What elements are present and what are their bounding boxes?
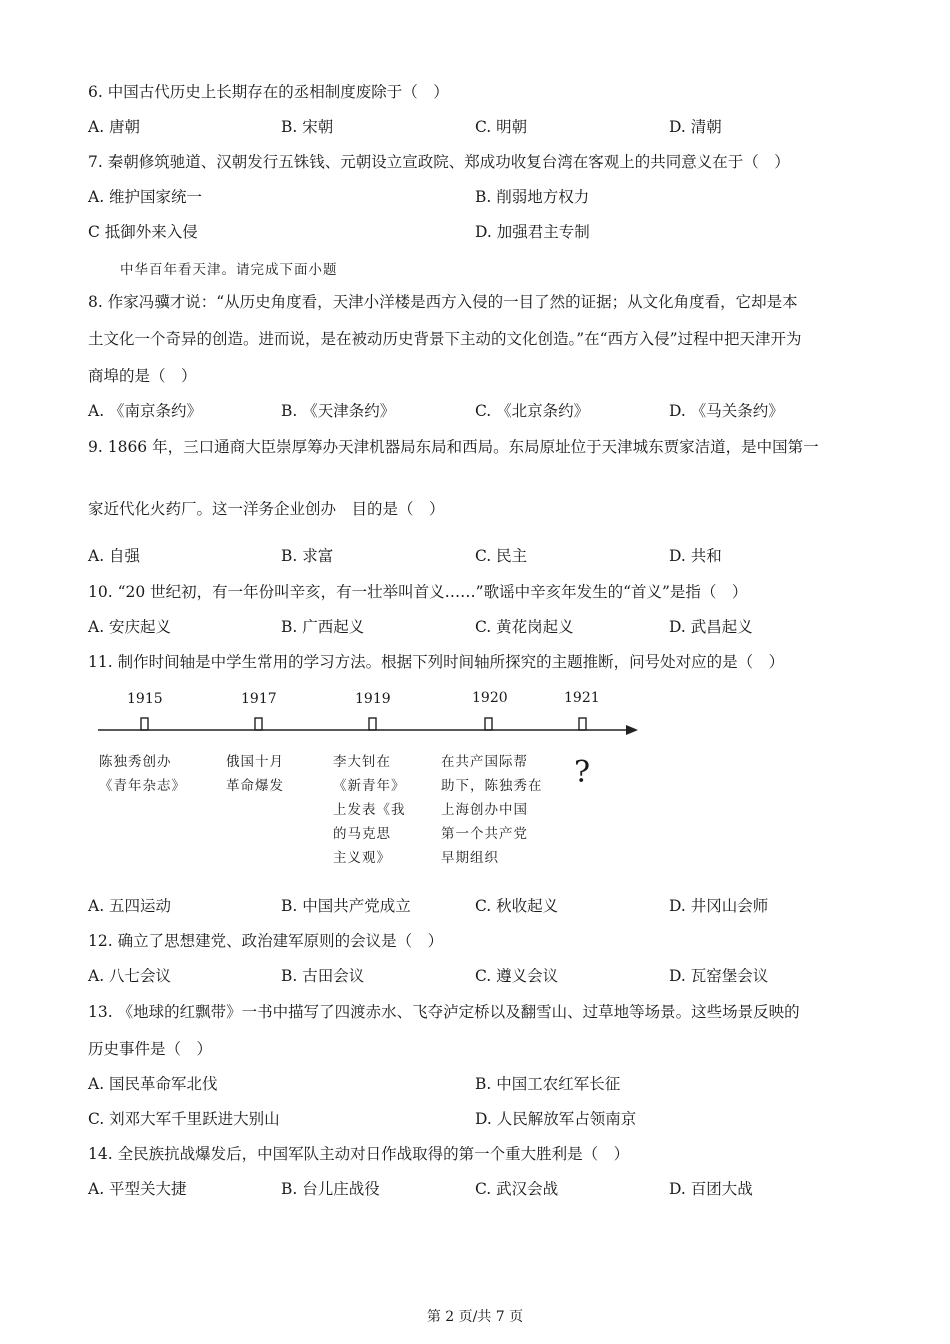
q14-option-c: C. 武汉会战 bbox=[475, 1180, 559, 1198]
timeline-tick-1921 bbox=[579, 718, 586, 730]
timeline-year-1917: 1917 bbox=[241, 691, 277, 707]
q8-stem-line-1: 8. 作家冯骥才说：“从历史角度看，天津小洋楼是西方入侵的一目了然的证据；从文化角度看，它却是本 bbox=[88, 293, 798, 311]
q8-stem-line-3: 商埠的是（ ） bbox=[88, 367, 197, 385]
q9-option-a: A. 自强 bbox=[88, 547, 141, 565]
q6-option-b: B. 宋朝 bbox=[281, 118, 334, 136]
q12-option-d: D. 瓦窑堡会议 bbox=[669, 967, 769, 985]
timeline-question-mark: ? bbox=[574, 755, 591, 790]
q14-stem: 14. 全民族抗战爆发后，中国军队主动对日作战取得的第一个重大胜利是（ ） bbox=[88, 1145, 630, 1163]
q7-stem: 7. 秦朝修筑驰道、汉朝发行五铢钱、元朝设立宣政院、郑成功收复台湾在客观上的共同意义在于（ ） bbox=[88, 153, 790, 171]
q9-option-d: D. 共和 bbox=[669, 547, 722, 565]
q13-option-b: B. 中国工农红军长征 bbox=[475, 1075, 621, 1093]
q6-option-c: C. 明朝 bbox=[475, 118, 528, 136]
timeline-event-1915: 陈独秀创办 《青年杂志》 bbox=[99, 754, 186, 794]
q11-option-c: C. 秋收起义 bbox=[475, 897, 559, 915]
timeline-tick-1915 bbox=[141, 718, 148, 730]
q13-option-a: A. 国民革命军北伐 bbox=[88, 1075, 218, 1093]
q8-option-d: D. 《马关条约》 bbox=[669, 402, 784, 420]
timeline-year-1919: 1919 bbox=[355, 691, 391, 707]
q12-option-a: A. 八七会议 bbox=[88, 967, 172, 985]
q14-option-b: B. 台儿庄战役 bbox=[281, 1180, 380, 1198]
q6-option-a: A. 唐朝 bbox=[88, 118, 141, 136]
q8-option-a: A. 《南京条约》 bbox=[88, 402, 203, 420]
q12-option-c: C. 遵义会议 bbox=[475, 967, 559, 985]
q13-option-c: C. 刘邓大军千里跃进大别山 bbox=[88, 1110, 280, 1128]
q10-stem: 10. “20 世纪初，有一年份叫辛亥，有一壮举叫首义……”歌谣中辛亥年发生的“首义”是指（ ） bbox=[88, 583, 748, 601]
q10-option-d: D. 武昌起义 bbox=[669, 618, 753, 636]
timeline-year-1915: 1915 bbox=[127, 691, 163, 707]
q6-option-d: D. 清朝 bbox=[669, 118, 722, 136]
q12-stem: 12. 确立了思想建党、政治建军原则的会议是（ ） bbox=[88, 932, 444, 950]
page-footer: 第 2 页/共 7 页 bbox=[426, 1309, 524, 1325]
q10-option-b: B. 广西起义 bbox=[281, 618, 365, 636]
q7-option-a: A. 维护国家统一 bbox=[88, 188, 203, 206]
q13-stem-line-2: 历史事件是（ ） bbox=[88, 1040, 213, 1058]
q11-option-d: D. 井冈山会师 bbox=[669, 897, 769, 915]
q10-option-a: A. 安庆起义 bbox=[88, 618, 172, 636]
q7-option-d: D. 加强君主专制 bbox=[475, 223, 590, 241]
q8-option-b: B. 《天津条约》 bbox=[281, 402, 396, 420]
timeline-tick-1920 bbox=[485, 718, 492, 730]
timeline-year-1920: 1920 bbox=[472, 690, 508, 706]
section-heading: 中华百年看天津。请完成下面小题 bbox=[120, 262, 338, 278]
q12-option-b: B. 古田会议 bbox=[281, 967, 365, 985]
timeline-event-1919: 李大钊在 《新青年》 上发表《我 的马克思 主义观》 bbox=[333, 754, 406, 866]
q14-option-a: A. 平型关大捷 bbox=[88, 1180, 187, 1198]
q8-stem-line-2: 土文化一个奇异的创造。进而说，是在被动历史背景下主动的文化创造。”在“西方入侵”过程中把天津开为 bbox=[88, 330, 802, 348]
q7-option-b: B. 削弱地方权力 bbox=[475, 188, 590, 206]
q7-option-c: C 抵御外来入侵 bbox=[88, 223, 198, 241]
timeline-year-1921: 1921 bbox=[564, 690, 600, 706]
q9-stem-line-1: 9. 1866 年，三口通商大臣崇厚筹办天津机器局东局和西局。东局原址位于天津城东贾家洁道，是中国第一 bbox=[88, 438, 819, 456]
q9-option-c: C. 民主 bbox=[475, 547, 528, 565]
q11-stem: 11. 制作时间轴是中学生常用的学习方法。根据下列时间轴所探究的主题推断，问号处对应的是（ ） bbox=[88, 653, 785, 671]
q8-option-c: C. 《北京条约》 bbox=[475, 402, 590, 420]
q9-stem-line-2: 家近代化火药厂。这一洋务企业创办 目的是（ ） bbox=[88, 500, 445, 518]
timeline-tick-1917 bbox=[255, 718, 262, 730]
q11-option-b: B. 中国共产党成立 bbox=[281, 897, 411, 915]
q9-option-b: B. 求富 bbox=[281, 547, 334, 565]
q11-option-a: A. 五四运动 bbox=[88, 897, 172, 915]
q10-option-c: C. 黄花岗起义 bbox=[475, 618, 574, 636]
timeline-event-1917: 俄国十月 革命爆发 bbox=[226, 754, 284, 794]
q6-stem: 6. 中国古代历史上长期存在的丞相制度废除于（ ） bbox=[88, 83, 449, 101]
q13-option-d: D. 人民解放军占领南京 bbox=[475, 1110, 637, 1128]
timeline-tick-1919 bbox=[369, 718, 376, 730]
q14-option-d: D. 百团大战 bbox=[669, 1180, 753, 1198]
q13-stem-line-1: 13. 《地球的红飘带》一书中描写了四渡赤水、飞夺泸定桥以及翻雪山、过草地等场景。这些场景反映的 bbox=[88, 1003, 800, 1021]
timeline-event-1920: 在共产国际帮 助下，陈独秀在 上海创办中国 第一个共产党 早期组织 bbox=[441, 754, 543, 866]
